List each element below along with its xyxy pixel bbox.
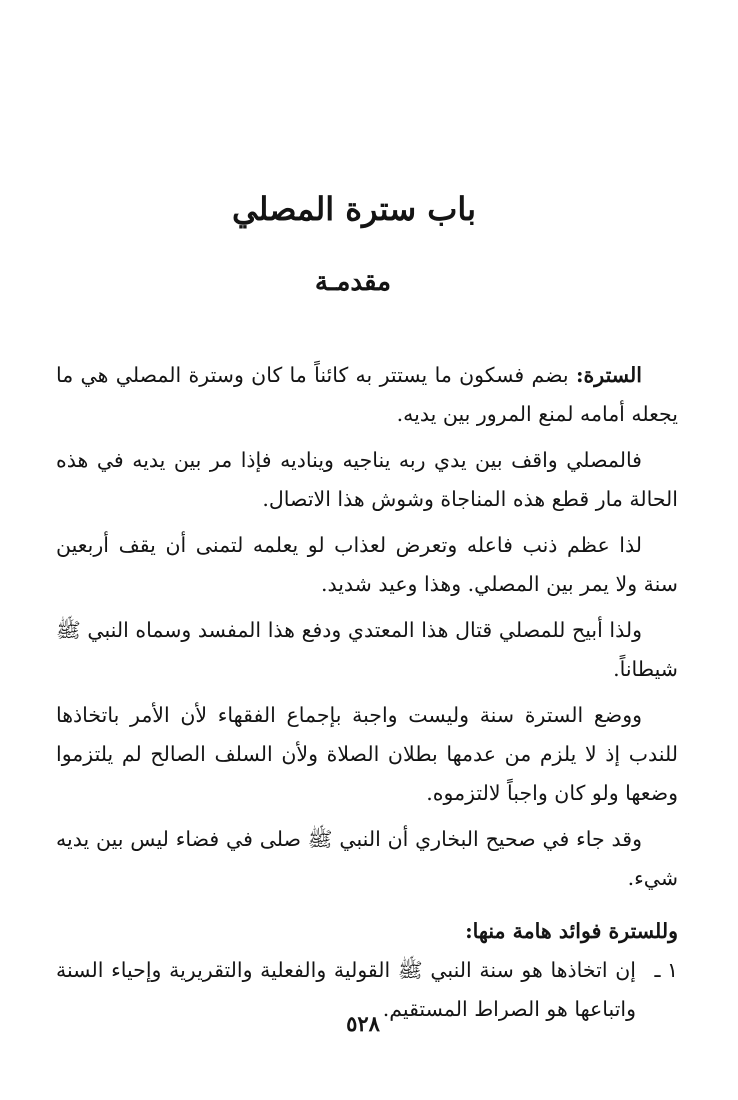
intro-paragraph [56,356,678,434]
benefit-text: إن اتخاذها هو سنة النبي ﷺ القولية والفعلية والتقريرية وإحياء السنة واتباعها هو الصراط المستقيم. [56,958,636,1021]
paragraph: ووضع السترة سنة وليست واجبة بإجماع الفقهاء لأن الأمر باتخاذها للندب إذ لا يلزم من عدمها بطلان الصلاة ولأن السلف الصالح لم يلتزموا وضعها ولو كان واجباً لالتزموه. [56,703,678,805]
section-title: مقدمـة [314,267,392,297]
chapter-title: باب سترة المصلي [231,190,477,228]
body-text [56,356,678,1029]
benefit-number: ١ ـ [654,958,678,982]
paragraph: وقد جاء في صحيح البخاري أن النبي ﷺ صلى في فضاء ليس بين يديه شيء. [56,827,678,890]
page-number: ٥٢٨ [346,1011,380,1036]
paragraph: ولذا أبيح للمصلي قتال هذا المعتدي ودفع هذا المفسد وسماه النبي ﷺ شيطاناً. [56,618,678,681]
benefits-heading: وللسترة فوائد هامة منها: [465,919,678,943]
intro-term: السترة: [575,363,642,387]
paragraph: فالمصلي واقف بين يدي ربه يناجيه ويناديه فإذا مر بين يديه في هذه الحالة مار قطع هذه المناجاة وشوش هذا الاتصال. [56,448,678,511]
intro-text: بضم فسكون ما يستتر به كائناً ما كان وسترة المصلي هي ما يجعله أمامه لمنع المرور بين يديه. [56,363,678,426]
paragraph: لذا عظم ذنب فاعله وتعرض لعذاب لو يعلمه لتمنى أن يقف أربعين سنة ولا يمر بين المصلي. وهذا وعيد شديد. [56,533,678,596]
